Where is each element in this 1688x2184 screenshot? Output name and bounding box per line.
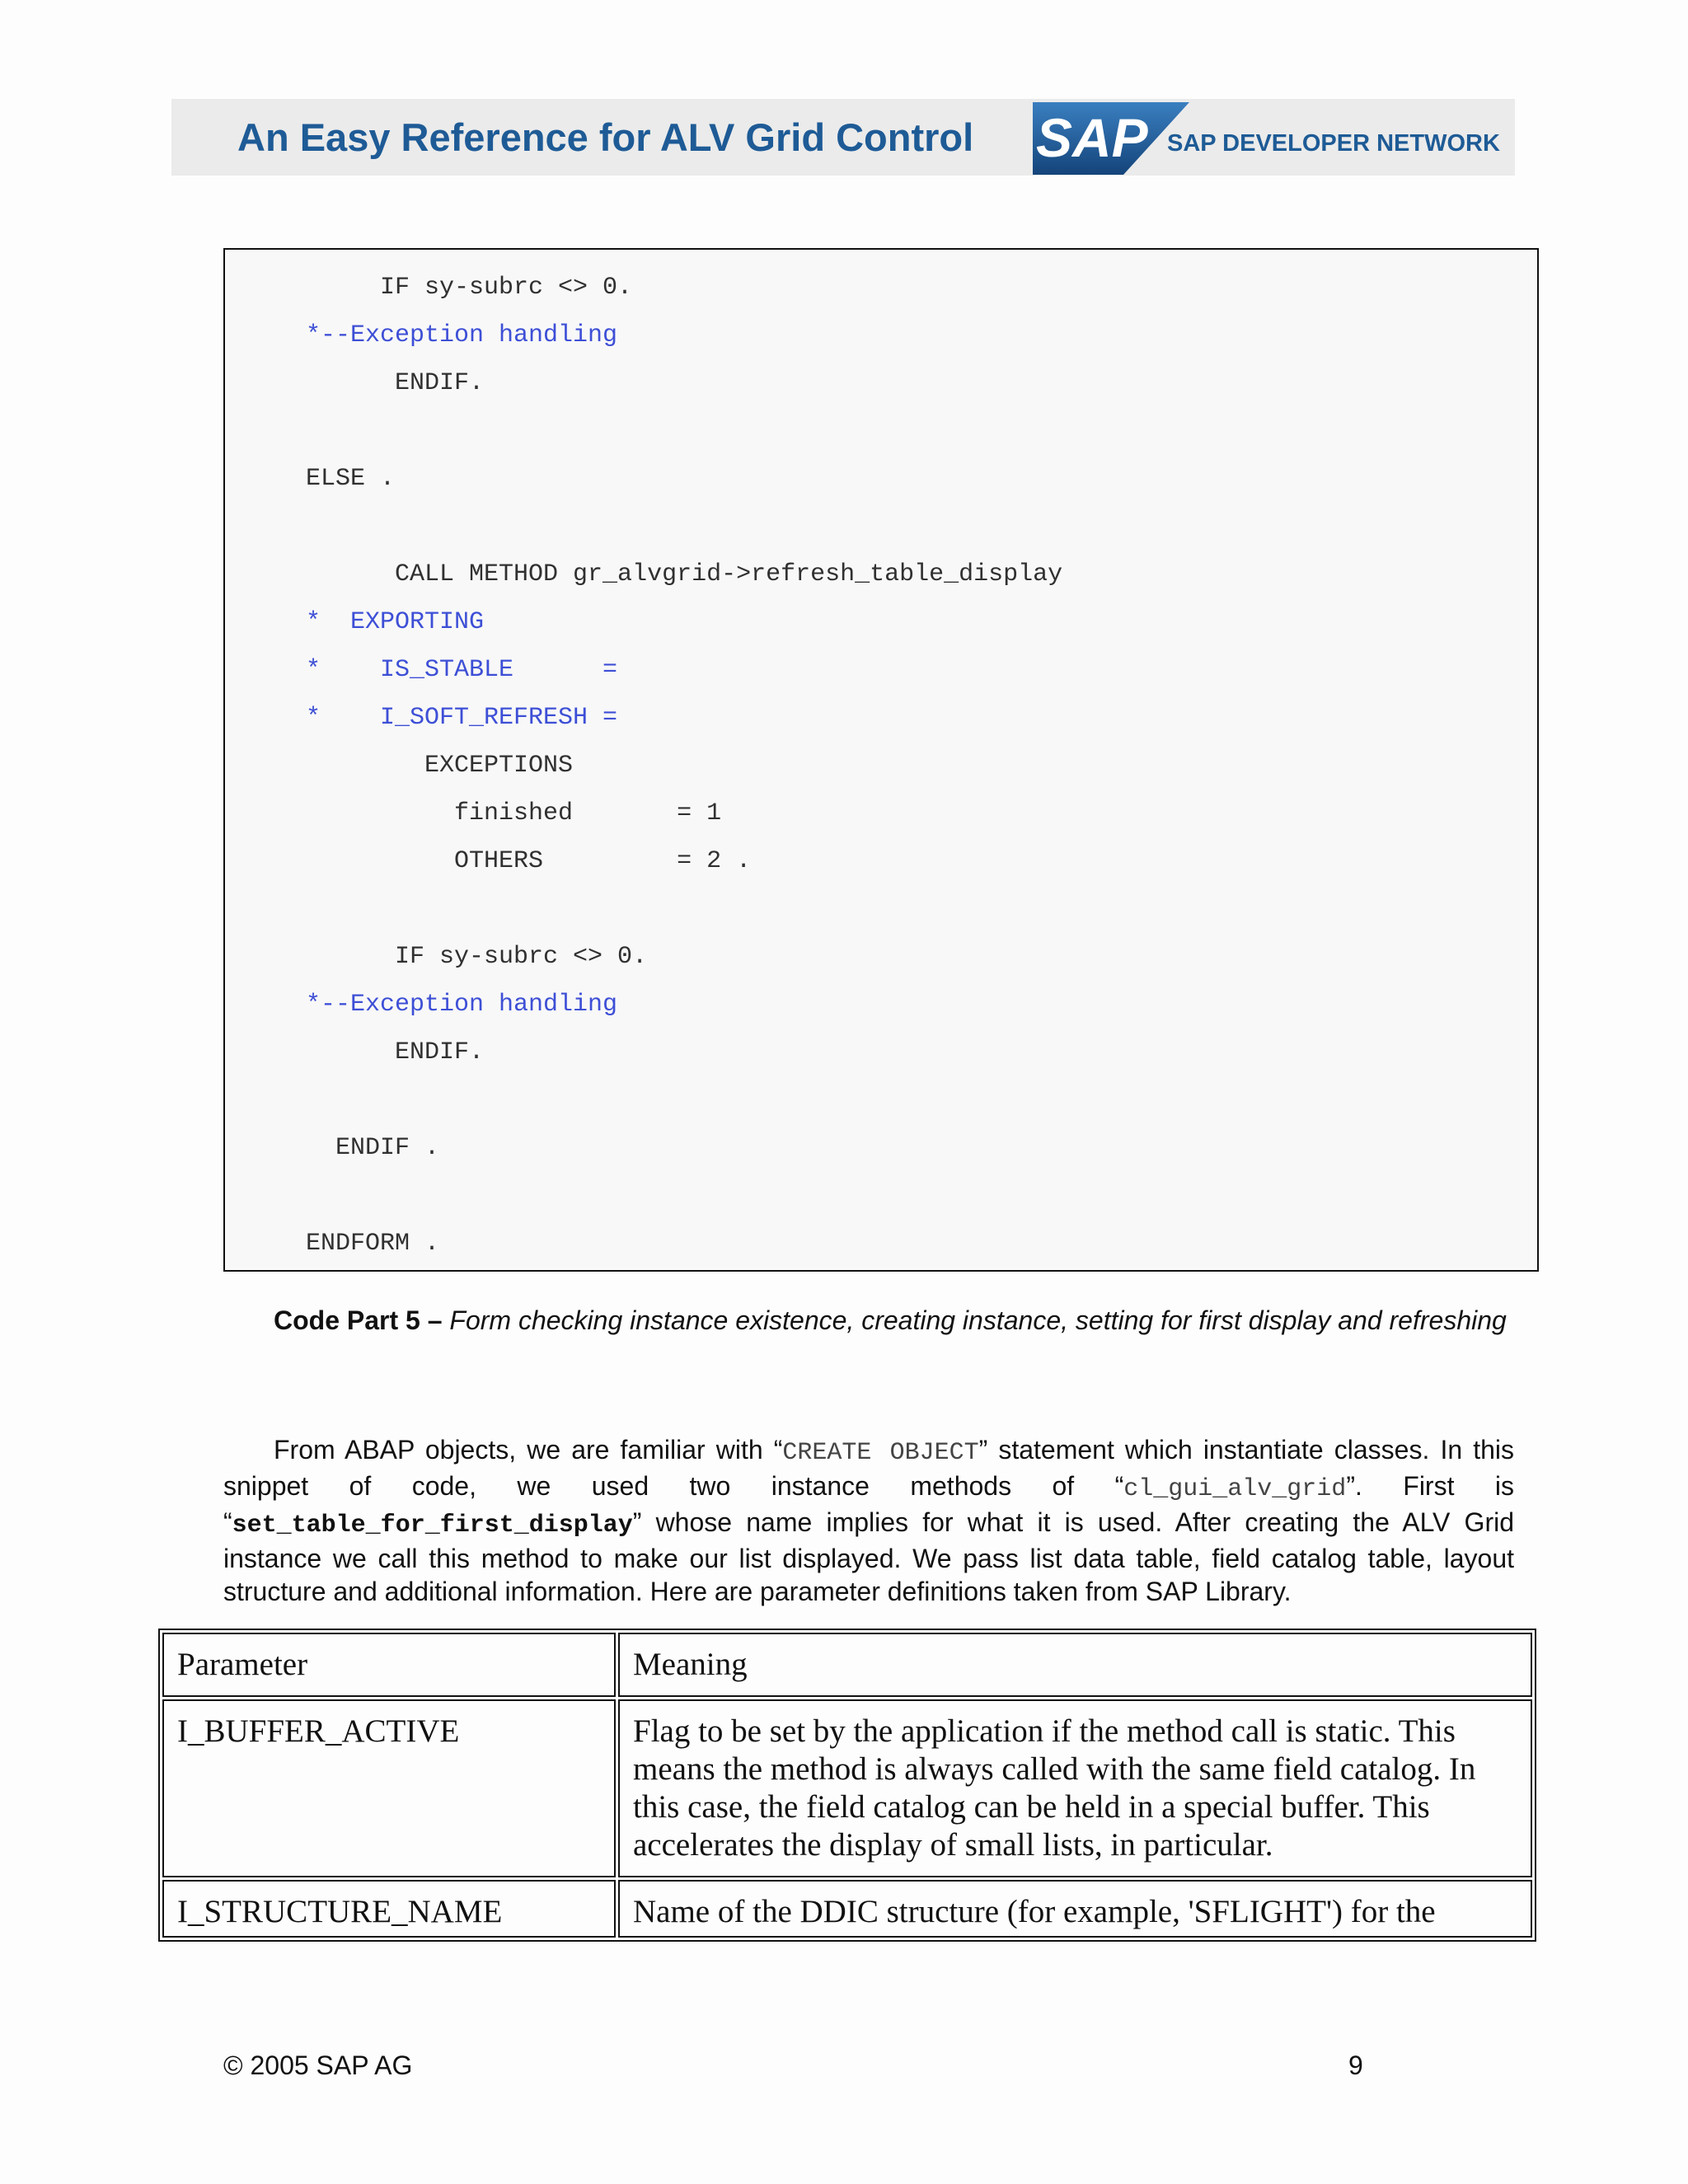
- sap-logo: [1033, 102, 1189, 175]
- page-number: 9: [1348, 2050, 1363, 2080]
- code-line: EXCEPTIONS: [306, 752, 574, 780]
- code-comment-line: * I_SOFT_REFRESH =: [306, 704, 618, 732]
- table-row: [162, 1880, 1532, 1938]
- document-title: An Easy Reference for ALV Grid Control: [237, 115, 974, 159]
- para-text-2: ” statement which instantiate classes. In this snippet of code, we used two instance methods of “: [223, 1435, 1514, 1501]
- code-comment-line: * IS_STABLE =: [306, 656, 618, 684]
- para-text-1: From ABAP objects, we are familiar with “: [274, 1435, 783, 1465]
- code-line: OTHERS = 2 .: [306, 847, 752, 875]
- sap-logo-icon: [1033, 102, 1189, 175]
- inline-code-create-object: CREATE OBJECT: [782, 1439, 979, 1467]
- code-comment-line: * EXPORTING: [306, 608, 485, 636]
- caption-text: Form checking instance existence, creating instance, setting for first display and refreshing: [449, 1305, 1507, 1335]
- code-line: ENDFORM .: [306, 1230, 440, 1258]
- code-line: ELSE .: [306, 465, 396, 493]
- para-text-3: ”. First is “: [223, 1471, 1515, 1537]
- footer-copyright: © 2005 SAP AG: [223, 2050, 413, 2080]
- code-comment-line: *--Exception handling: [306, 991, 618, 1019]
- inline-code-method-name: set_table_for_first_display: [232, 1511, 633, 1540]
- code-line: finished = 1: [306, 799, 722, 827]
- body-paragraph: [223, 1433, 1514, 1608]
- code-line: ENDIF.: [306, 1038, 485, 1066]
- code-line: IF sy-subrc <> 0.: [306, 943, 648, 971]
- parameter-cell: I_STRUCTURE_NAME: [162, 1880, 616, 1938]
- para-text-4: ” whose name implies for what it is used. After creating the ALV Grid instance we call this method to make our list displayed. We pass list data table, field catalog table, layout structure and additional information. Here are parameter definitions taken from SAP Library.: [223, 1507, 1514, 1606]
- code-caption: [223, 1304, 1514, 1337]
- header-banner: [171, 99, 1515, 176]
- table-row: [162, 1699, 1532, 1877]
- meaning-cell: Flag to be set by the application if the method call is static. This means the method is always called with the same field catalog. In this case, the field catalog can be held in a special buffer. This accelerates the display of small lists, in particular.: [618, 1699, 1532, 1877]
- header-cell-meaning: Meaning: [618, 1633, 1532, 1697]
- code-block: [223, 248, 1539, 1272]
- code-comment-line: *--Exception handling: [306, 321, 618, 349]
- code-line: ENDIF .: [306, 1134, 440, 1162]
- code-line: ENDIF.: [306, 369, 485, 397]
- parameter-cell: I_BUFFER_ACTIVE: [162, 1699, 616, 1877]
- parameter-table: [158, 1629, 1536, 1942]
- meaning-cell: Name of the DDIC structure (for example, 'SFLIGHT') for the: [618, 1880, 1532, 1938]
- inline-code-class-name: cl_gui_alv_grid: [1123, 1475, 1347, 1503]
- table-header-row: [162, 1633, 1532, 1697]
- developer-network-label: SAP DEVELOPER NETWORK: [1167, 130, 1500, 157]
- logo-text: SAP: [1036, 107, 1148, 168]
- code-line: CALL METHOD gr_alvgrid->refresh_table_display: [306, 560, 1063, 588]
- caption-label: Code Part 5 –: [274, 1305, 443, 1335]
- code-line: IF sy-subrc <> 0.: [306, 274, 633, 302]
- header-cell-parameter: Parameter: [162, 1633, 616, 1697]
